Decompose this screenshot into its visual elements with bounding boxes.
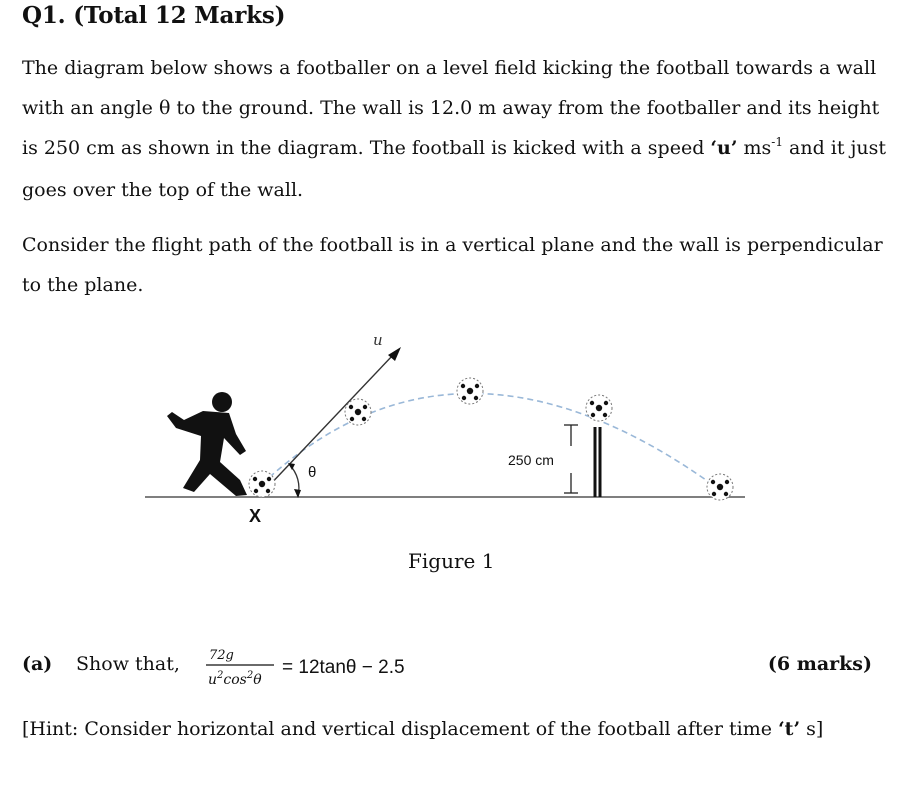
hint-text [22, 718, 823, 740]
speed-unit-exponent: -1 [771, 135, 783, 149]
equation-numerator: 72g [209, 648, 234, 663]
paragraph-line-3-end: and it just [782, 137, 887, 159]
speed-symbol: ‘u’ [710, 137, 738, 159]
paragraph-line-3 [22, 128, 892, 170]
paragraph-line-4: goes over the top of the wall. [22, 179, 304, 201]
hint-main: [Hint: Consider horizontal and vertical displacement of the football after time [22, 718, 779, 740]
velocity-arrow-line [265, 355, 393, 490]
speed-unit: ms [737, 137, 772, 159]
angle-label: θ [308, 464, 317, 481]
marks-badge: (6 marks) [767, 653, 872, 675]
part-a-instruction: Show that, [76, 653, 180, 675]
equation-rhs: = 12tanθ − 2.5 [282, 657, 405, 678]
paragraph-line-2: with an angle θ to the ground. The wall is 12.0 m away from the footballer and its height [22, 97, 880, 119]
football-peak [457, 378, 483, 404]
part-a [22, 648, 872, 688]
footballer-silhouette [167, 392, 247, 496]
football-start [249, 471, 275, 497]
hint-end: s] [800, 718, 824, 740]
football-landed [707, 474, 733, 500]
trajectory-dashed-path [262, 393, 720, 490]
part-a-label: (a) [22, 653, 53, 675]
football-over-wall [586, 395, 612, 421]
paragraph-line-1: The diagram below shows a footballer on a level field kicking the football towards a wall [22, 57, 877, 79]
projectile-diagram [0, 300, 922, 540]
question-title: Q1. (Total 12 Marks) [22, 2, 286, 29]
paragraph-line-3-text: is 250 cm as shown in the diagram. The football is kicked with a speed [22, 137, 711, 159]
wall [595, 427, 600, 497]
football-rising [345, 399, 371, 425]
start-point-label: X [249, 506, 262, 526]
paragraph2-line-1: Consider the flight path of the football is in a vertical plane and the wall is perpendicular [22, 234, 883, 256]
velocity-label: u [373, 331, 383, 349]
time-symbol: ‘t’ [778, 718, 801, 740]
question-paragraph-2 [22, 225, 892, 305]
paragraph2-line-2: to the plane. [22, 274, 144, 296]
wall-height-label: 250 cm [508, 452, 554, 468]
angle-arc-arrow-top [288, 463, 295, 470]
equation-denominator: $u^2\cos^2\theta$ [208, 670, 262, 688]
figure-caption: Figure 1 [408, 549, 495, 573]
height-dimension-marker [564, 425, 578, 493]
equation [182, 646, 502, 690]
question-paragraph-1 [22, 48, 892, 210]
